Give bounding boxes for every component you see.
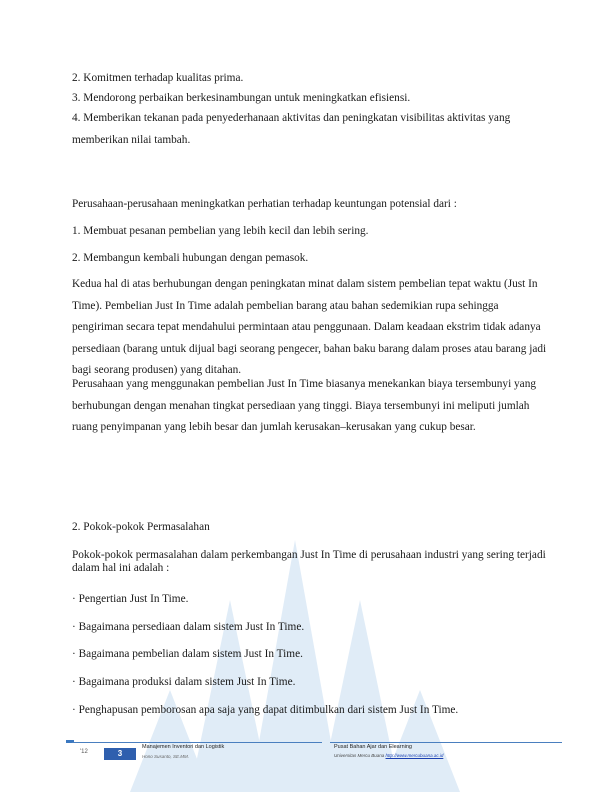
website-link[interactable]: http://www.mercubuana.ac.id xyxy=(385,753,444,758)
bullet-item-purchasing: · Bagaimana pembelian dalam sistem Just In Time. xyxy=(72,648,303,660)
bullet-item-inventory: · Bagaimana persediaan dalam sistem Just In Time. xyxy=(72,621,305,633)
bullet-item-waste: · Penghapusan pemborosan apa saja yang dapat ditimbulkan dari sistem Just In Time. xyxy=(72,704,459,716)
footer-divider-left xyxy=(72,742,322,743)
hidden-costs-paragraph: Perusahaan yang menggunakan pembelian Just In Time biasanya menekankan biaya tersembunyi yang berhubungan dengan menahan tingkat persediaan yang tinggi. Biaya tersembunyi ini meliputi jumlah ruang penyimpanan yang lebih besar dan jumlah kerusakan–kerusakan yang cukup besar. xyxy=(72,378,536,433)
author-name: Hono Susanto, SE.MM. xyxy=(142,754,190,759)
bullet-item-definition: · Pengertian Just In Time. xyxy=(72,593,189,605)
footer-divider-right xyxy=(330,742,562,743)
list-item-simplification: 4. Memberikan tekanan pada penyederhanaan aktivitas dan peningkatan visibilitas aktivitas yang memberikan nilai tambah. xyxy=(72,112,511,146)
problems-intro-paragraph: Pokok-pokok permasalahan dalam perkembangan Just In Time di perusahaan industri yang sering terjadi dalam hal ini adalah : xyxy=(72,549,546,574)
center-title: Pusat Bahan Ajar dan Elearning xyxy=(334,744,412,750)
list-item-commitment: 2. Komitmen terhadap kualitas prima. xyxy=(72,72,244,84)
section-heading: 2. Pokok-pokok Permasalahan xyxy=(72,521,210,533)
list-item-supplier-relations: 2. Membangun kembali hubungan dengan pemasok. xyxy=(72,252,309,264)
course-title: Manajemen Inventori dan Logistik xyxy=(142,744,225,750)
list-item-smaller-orders: 1. Membuat pesanan pembelian yang lebih kecil dan lebih sering. xyxy=(72,225,369,237)
bullet-item-production: · Bagaimana produksi dalam sistem Just In Time. xyxy=(72,676,296,688)
page-footer xyxy=(0,740,612,792)
page-number: '12 xyxy=(80,749,88,755)
intro-paragraph: Perusahaan-perusahaan meningkatkan perhatian terhadap keuntungan potensial dari : xyxy=(72,198,457,210)
university-name: Universitas Mercu Buana xyxy=(334,753,385,758)
jit-definition-paragraph: Kedua hal di atas berhubungan dengan peningkatan minat dalam sistem pembelian tepat waktu (Just In Time). Pembelian Just In Time adalah pembelian barang atau bahan sedemikian rupa sehingga pengiriman secara tepat mendahului permintaan atau penggunaan. Dalam keadaan ekstrim tidak adanya persediaan (barang untuk dijual bagi seorang pengecer, bahan baku barang dalam proses atau barang jadi bagi seorang produsen) yang ditahan. xyxy=(72,278,547,376)
university-line xyxy=(334,753,443,758)
university-logo: 3 xyxy=(104,748,136,760)
list-item-improvement: 3. Mendorong perbaikan berkesinambungan untuk meningkatkan efisiensi. xyxy=(72,92,411,104)
